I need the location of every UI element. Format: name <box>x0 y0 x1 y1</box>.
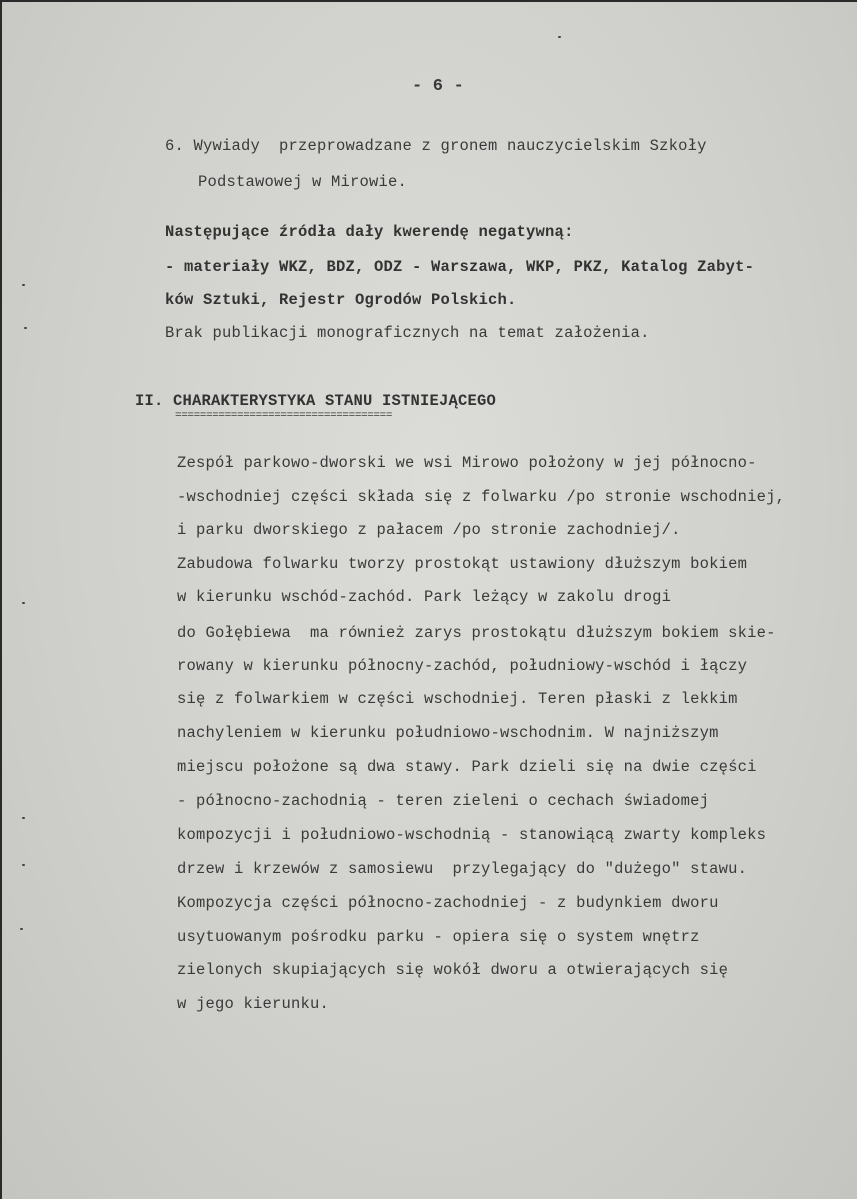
page-number: - 6 - <box>412 77 465 96</box>
body-line-11: - północno-zachodnią - teren zieleni o cechach świadomej <box>177 792 710 810</box>
body-line-9: nachyleniem w kierunku południowo-wschodnim. W najniższym <box>177 724 719 742</box>
item-6-line-1: 6. Wywiady przeprowadzane z gronem nauczycielskim Szkoły <box>165 137 707 155</box>
body-line-12: kompozycji i południowo-wschodnią - stanowiącą zwarty kompleks <box>177 826 767 844</box>
item-6-line-2: Podstawowej w Mirowie. <box>198 173 408 191</box>
margin-speck <box>22 817 25 819</box>
heading-double-underline: =================================== <box>175 410 393 422</box>
body-line-1: Zespół parkowo-dworski we wsi Mirowo położony w jej północno- <box>177 454 757 472</box>
negative-sources-line-4: Brak publikacji monograficznych na temat założenia. <box>165 324 650 342</box>
negative-sources-line-1: Następujące źródła dały kwerendę negatywną: <box>165 223 574 241</box>
body-line-17: w jego kierunku. <box>177 995 330 1013</box>
body-line-4: Zabudowa folwarku tworzy prostokąt ustawiony dłuższym bokiem <box>177 555 748 573</box>
body-line-13: drzew i krzewów z samosiewu przylegający do "dużego" stawu. <box>177 860 748 878</box>
body-line-3: i parku dworskiego z pałacem /po stronie zachodniej/. <box>177 521 681 539</box>
body-line-15: usytuowanym pośrodku parku - opiera się o system wnętrz <box>177 928 700 946</box>
margin-speck <box>22 284 25 286</box>
margin-speck <box>558 36 561 38</box>
body-line-6: do Gołębiewa ma również zarys prostokątu dłuższym bokiem skie- <box>177 624 776 642</box>
body-line-10: miejscu położone są dwa stawy. Park dzieli się na dwie części <box>177 758 757 776</box>
body-line-2: -wschodniej części składa się z folwarku /po stronie wschodniej, <box>177 488 786 506</box>
negative-sources-line-2: - materiały WKZ, BDZ, ODZ - Warszawa, WKP, PKZ, Katalog Zabyt- <box>165 258 755 276</box>
margin-speck <box>24 327 27 329</box>
negative-sources-line-3: ków Sztuki, Rejestr Ogrodów Polskich. <box>165 291 517 309</box>
section-heading: II. CHARAKTERYSTYKA STANU ISTNIEJĄCEGO <box>135 392 497 410</box>
margin-speck <box>22 602 25 604</box>
body-line-5: w kierunku wschód-zachód. Park leżący w zakolu drogi <box>177 588 672 606</box>
body-line-8: się z folwarkiem w części wschodniej. Teren płaski z lekkim <box>177 690 738 708</box>
body-line-14: Kompozycja części północno-zachodniej - z budynkiem dworu <box>177 894 719 912</box>
margin-speck <box>20 928 23 930</box>
body-line-7: rowany w kierunku północny-zachód, południowy-wschód i łączy <box>177 657 748 675</box>
body-line-16: zielonych skupiających się wokół dworu a otwierających się <box>177 961 729 979</box>
margin-speck <box>22 864 25 866</box>
